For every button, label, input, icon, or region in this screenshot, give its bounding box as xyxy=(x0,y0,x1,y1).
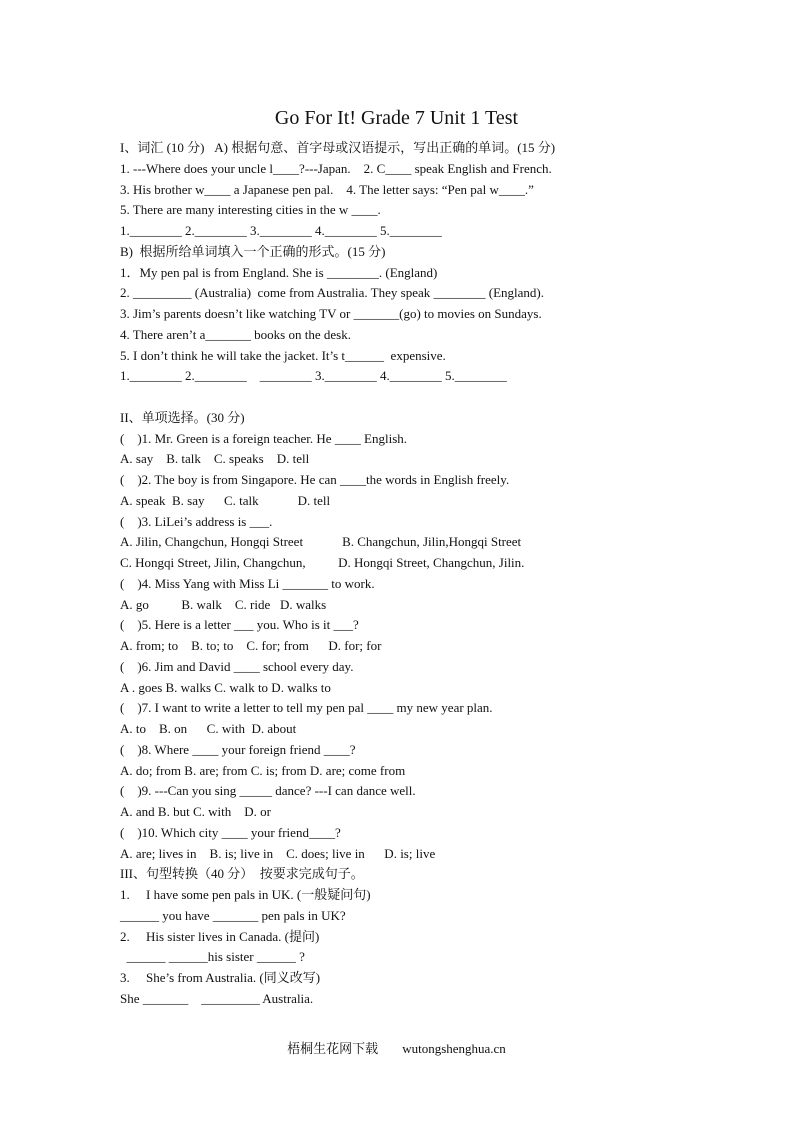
text-line: 3. His brother w____ a Japanese pen pal. 4. The letter says: “Pen pal w____.” xyxy=(120,181,534,197)
spacer xyxy=(120,387,680,408)
options-line: A. do; from B. are; from C. is; from D. are; come from xyxy=(120,762,406,778)
text-line: 5. There are many interesting cities in the w ____. xyxy=(120,202,381,218)
options-line: A. and B. but C. with D. or xyxy=(120,804,271,819)
text-line: 1. ---Where does your uncle l____?---Japan. 2. C____ speak English and French. xyxy=(120,160,552,176)
question-line: ( )10. Which city ____ your friend____? xyxy=(120,824,341,840)
question-line: ( )2. The boy is from Singapore. He can ____the words in English freely. xyxy=(120,472,510,487)
options-line: A. go B. walk C. ride D. walks xyxy=(120,596,327,612)
text-line: 4. There aren’t a_______ books on the desk. xyxy=(120,326,351,342)
text-line: 1．My pen pal is from England. She is ________. (England) xyxy=(120,264,438,280)
footer-source: 梧桐生花网下载 xyxy=(287,1041,379,1056)
options-line: A. Jilin, Changchun, Hongqi Street B. Changchun, Jilin,Hongqi Street xyxy=(120,534,522,550)
text-line: 3. Jim’s parents doesn’t like watching TV or _______(go) to movies on Sundays. xyxy=(120,306,542,321)
question-line: 3. She’s from Australia. (同义改写) xyxy=(120,970,321,985)
options-line: A. to B. on C. with D. about xyxy=(120,721,297,736)
section-heading: III、句型转换（40 分） 按要求完成句子。 xyxy=(120,866,364,882)
text-line: 5. I don’t think he will take the jacket. It’s t______ expensive. xyxy=(120,347,446,363)
question-line: 2. His sister lives in Canada. (提问) xyxy=(120,928,320,944)
question-line: ( )1. Mr. Green is a foreign teacher. He ____ English. xyxy=(120,430,408,446)
page-title: Go For It! Grade 7 Unit 1 Test xyxy=(274,107,519,129)
options-line: C. Hongqi Street, Jilin, Changchun, D. Hongqi Street, Changchun, Jilin. xyxy=(120,555,525,570)
options-line: A. say B. talk C. speaks D. tell xyxy=(120,451,310,467)
answer-line: She _______ _________ Australia. xyxy=(120,990,314,1006)
question-line: ( )5. Here is a letter ___ you. Who is it ___? xyxy=(120,617,359,633)
answer-line: ______ you have _______ pen pals in UK? xyxy=(120,907,346,923)
answer-line: ______ ______his sister ______ ? xyxy=(120,949,305,965)
question-line: ( )6. Jim and David ____ school every day. xyxy=(120,658,354,674)
question-line: ( )4. Miss Yang with Miss Li _______ to work. xyxy=(120,575,375,591)
text-line: 2. _________ (Australia) come from Australia. They speak ________ (England). xyxy=(120,285,544,301)
question-line: ( )8. Where ____ your foreign friend ____? xyxy=(120,741,356,757)
question-line: 1. I have some pen pals in UK. (一般疑问句) xyxy=(120,887,371,902)
question-line: ( )7. I want to write a letter to tell my pen pal ____ my new year plan. xyxy=(120,700,493,716)
section-heading: II、单项选择。(30 分) xyxy=(120,409,245,425)
answer-line: 1.________ 2.________ 3.________ 4.________ 5.________ xyxy=(120,223,442,238)
subsection-heading: B) 根据所给单词填入一个正确的形式。(15 分) xyxy=(120,243,386,259)
page-footer xyxy=(0,1041,793,1057)
options-line: A . goes B. walks C. walk to D. walks to xyxy=(120,679,331,695)
options-line: A. speak B. say C. talk D. tell xyxy=(120,492,331,508)
document-body xyxy=(120,138,680,1010)
section-heading: I、词汇 (10 分) A) 根据句意、首字母或汉语提示，写出正确的单词。(15 分) xyxy=(120,140,556,155)
options-line: A. from; to B. to; to C. for; from D. for; for xyxy=(120,638,382,653)
answer-line: 1.________ 2.________ ________ 3.________ 4.________ 5.________ xyxy=(120,368,507,384)
question-line: ( )9. ---Can you sing _____ dance? ---I can dance well. xyxy=(120,783,416,799)
options-line: A. are; lives in B. is; live in C. does; live in D. is; live xyxy=(120,845,436,861)
footer-website: wutongshenghua.cn xyxy=(402,1041,506,1056)
question-line: ( )3. LiLei’s address is ___. xyxy=(120,513,273,529)
